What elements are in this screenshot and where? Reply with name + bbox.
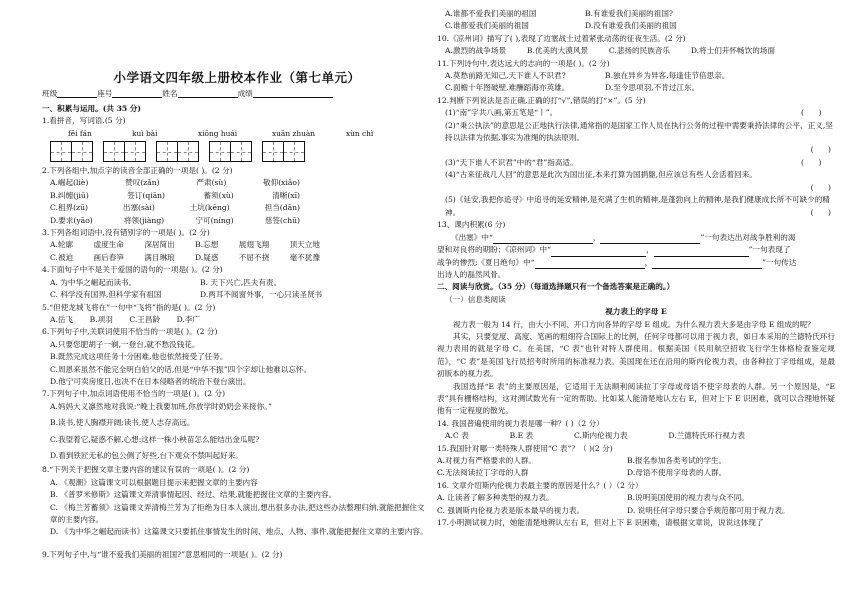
q3-option-row [42, 252, 320, 264]
class-label: 班级 [42, 89, 58, 99]
q12-answer-paren[interactable]: ( ) [810, 145, 831, 155]
q12-statement: (2)“秉公执法”的意思是公正地执行法律,通常指的是国家工作人员在执行公务的过程中需要秉持法律的公平、正义,坚持以法律为依据,事实为准绳的执法原则。 [445, 120, 833, 143]
q13-text: ”一句表现了 [748, 245, 791, 255]
section-2a-heading: （一）信息类阅读 [445, 294, 506, 304]
q2-option-row [42, 190, 300, 202]
q5-option[interactable]: D.李广 [176, 314, 200, 324]
q2-option: 签订(qiān) [127, 190, 166, 200]
q13-line: 《出塞》中“ ， ”一句表达出对战争胜利的渴 [437, 232, 835, 244]
q15-option[interactable]: C.无法阅读拉丁字母的人群 [437, 468, 529, 478]
q10-stem: 10.《凉州词》描写了( ),表现了边塞战士过着紧张动荡的征夜生活。(2 分) [437, 33, 686, 43]
page-title: 小学语文四年级上册校本作业（第七单元） [113, 70, 361, 85]
q13-text: 望和对良将的期盼；《凉州词》中“ [437, 245, 551, 255]
q9-option[interactable]: B.有谁爱我们美丽的祖国? [585, 9, 674, 18]
q1-stem: 1.看拼音，写词语.(5 分) [42, 116, 126, 126]
q13-blank[interactable] [551, 247, 646, 257]
q15-stem: 15.我国针对哪一类特殊人群使用“C 表”？（ )(2 分) [437, 443, 613, 453]
q10-option[interactable]: B.优美的大漠风景 [526, 46, 589, 56]
q5-stem: 5.“但使龙城飞将在”一句中“飞将”指的是( )。(2 分) [42, 302, 216, 312]
q13-line: 出诗人的磊然风骨。 [437, 269, 506, 279]
q10-option[interactable]: A.激烈的战争场景 [445, 46, 507, 56]
q15-option-row [437, 467, 835, 479]
q11-option[interactable]: C.面檐十年图破壁,难酬蹈海亦英雄。 [445, 83, 570, 93]
q12-item [437, 107, 835, 119]
q8-option[interactable]: B. 《普罗米修斯》这篇课文弄清事情起因、经过、结果,就能把握住文章的主要内容。 [50, 490, 337, 500]
q2-stem: 2.下列各组中,加点字的读音全部正确的一项是( )。(2 分) [42, 166, 233, 176]
passage-paragraph: 其实，只要觉度、高度、笔画的粗细符合国际上的比例，任何字母都可以用于视力表，如日本采用的兰德特氏环行视力表用的就是字母 C。在美国，“C 表”也针对特人群使用。根据美国《民用航空招收飞行学生体格检查鉴定规范》，“C 表”是美国飞行员招考时所用的标准视力表。美国现在还在沿用的斯内伦视力表，由各种拉丁字母组成，是最初版本的视力表。 [437, 331, 835, 379]
q2-option-row [42, 177, 300, 189]
q12-item [437, 157, 835, 169]
q4-option[interactable]: C. 科学没有国界,但科学家有祖国 [50, 290, 162, 300]
class-blank[interactable] [57, 88, 97, 98]
q3-option-row [42, 239, 320, 251]
q12-answer-paren[interactable]: ( ) [810, 207, 831, 217]
q7-option[interactable]: C.我望着它,疑惑不解,心想:这样一株小秧苗怎么能结出金瓜呢? [50, 434, 260, 444]
q3-word: 展翅飞翔 [238, 240, 270, 250]
q5-option-row [42, 314, 200, 326]
q7-option[interactable]: B.读书,使人胸襟开阔;读书,使人志存高远。 [50, 418, 195, 428]
q5-option[interactable]: C.王昌龄 [129, 314, 161, 324]
q15-option-row [437, 455, 835, 467]
q10-option[interactable]: D.将士们开怀畅饮的场面 [690, 46, 775, 56]
q9-option[interactable]: A.谁都不爱我们美丽的祖国 [445, 9, 537, 18]
q5-option[interactable]: B.项羽 [89, 314, 113, 324]
q13-blank[interactable] [493, 234, 593, 244]
q2-option-row [42, 215, 300, 227]
q2-option: 慈签(chū) [264, 215, 300, 225]
q14-option-row [437, 430, 745, 442]
q3-option[interactable]: B.忘想 [195, 240, 219, 250]
name-label: 姓名 [162, 89, 178, 99]
q12-stem: 12.判断下列说法是否正确,正确的打“√”,错误的打“×”。(5 分) [437, 95, 646, 105]
q2-option: 赞叹(zǎn) [125, 178, 160, 188]
q13-blank[interactable] [652, 259, 762, 269]
q3-word: 不屈不挠 [238, 252, 270, 262]
q13-text: 《出塞》中“ [451, 232, 493, 242]
q2-option: 担当(dān) [264, 203, 300, 213]
q8-option[interactable]: A. 《观潮》这篇课文可以根据题目提示来把握文章的主要内容 [50, 477, 258, 487]
q2-option: 出塞(sài) [122, 203, 155, 213]
q4-option-row [42, 277, 432, 289]
q16-option[interactable]: D. 说明任何字母只要合乎规范都可用于视力表。 [627, 505, 790, 515]
q15-option[interactable]: A.对视力有严格要求的人群。 [437, 456, 537, 466]
q8-stem: 8.“下列关于把握文章主要内容的建议有误的一项是( )。(2 分) [42, 465, 250, 475]
q2-option-row [42, 202, 300, 214]
section-2-heading: 二、阅读与欣赏。（35 分）（每道选择题只有一个备选答案是正确的。） [437, 282, 675, 292]
q2-option: 清晰(xī) [272, 190, 300, 200]
passage-title: 视力表上的字母 E [605, 307, 667, 317]
q3-option[interactable]: D.疑惑 [195, 252, 219, 262]
q12-statement: (3)“天下谁人不识君”中的“君”指高适。 [445, 157, 578, 167]
score-label: 成绩 [237, 89, 253, 99]
q4-option[interactable]: A. 为中华之崛起而读书。 [50, 277, 137, 287]
q4-option-row [42, 289, 432, 301]
q3-option[interactable]: C.被迫 [50, 252, 74, 262]
q9-stem: 9.下列句子中,与“谁不爱我们美丽的祖国?”意思相同的一项是( )。(2 分) [42, 549, 283, 559]
q3-word: 画后春笋 [93, 252, 124, 262]
q3-word: 满目琳琅 [144, 252, 175, 262]
q10-option[interactable]: C.悲扬的民族音乐 [608, 46, 670, 56]
q12-item [437, 169, 835, 181]
q1-pinyin: xùn chì [346, 128, 374, 138]
q8-option[interactable]: D. 《为中华之崛起而读书》这篇课文只要抓住事情发生的时间、地点、人物、事件,就能把握住文章的主要内容。 [50, 527, 428, 537]
q12-answer-paren[interactable]: ( ) [801, 157, 822, 167]
q2-option[interactable]: B.纠缠(jiū) [50, 190, 89, 200]
q1-pinyin: kuì bài [132, 128, 158, 138]
q13-text: ”一句表达出对战争胜利的渴 [700, 232, 796, 242]
q2-option: 土坑(kēng) [189, 203, 230, 213]
q9-option[interactable]: C.谁都爱我们美丽的祖国 [445, 21, 529, 31]
q9-option-row [437, 20, 835, 32]
q6-option[interactable]: A.只要您肥胡子一剃,一登台,就不愁没钱花。 [50, 339, 200, 349]
q14-option[interactable]: D.兰德特氏环行视力表 [668, 431, 745, 441]
q15-option[interactable]: D.母语不使用字母表的人群。 [627, 468, 727, 478]
q11-option-row [437, 70, 835, 82]
q16-stem: 16. 文章介绍斯内伦视力表最主要的原因是什么？( ）（2 分） [437, 480, 643, 490]
q13-line: 望和对良将的期盼；《凉州词》中“ ， ”一句表现了 [437, 244, 835, 256]
q13-text: ”一句传达 [762, 257, 797, 267]
q1-answer-box[interactable] [103, 141, 146, 162]
q1-writing-grid [42, 141, 432, 162]
q2-option: 敬仰(xiǎo) [263, 178, 300, 188]
q1-pinyin: xiōng huái [198, 128, 238, 138]
q11-option-row [437, 82, 835, 94]
q1-pinyin-row [42, 128, 432, 140]
q16-option-row [437, 505, 835, 517]
q14-option[interactable]: B.E 表 [509, 431, 534, 441]
q12-statement: (5)《延安,我把你追寻》中追寻的延安精神,是充满了生机的精神,是蓬勃向上的精神,是我们健康成长所不可缺少的精神。 [445, 195, 830, 217]
student-info [42, 88, 432, 100]
q9-option[interactable]: D.没有谁爱我们美丽的祖国 [585, 21, 677, 31]
q11-option[interactable]: B.独在异乡为异客,每逢佳节倍思亲。 [605, 71, 730, 81]
name-blank[interactable] [178, 88, 238, 98]
score-blank[interactable] [253, 88, 333, 98]
q4-stem: 4.下面句子中不是关于爱国的语句的一项是( )。(2 分) [42, 265, 223, 275]
right-column [437, 8, 835, 529]
q1-answer-box[interactable] [209, 141, 252, 162]
q13-text: 战争的惨烈;《夏日绝句》中“ [437, 257, 535, 267]
q14-option[interactable]: C.斯内伦视力表 [574, 431, 628, 441]
seat-label: 座号 [97, 89, 113, 99]
q2-option: 严肃(sù) [196, 178, 227, 188]
q3-word: 毫不犹豫 [289, 252, 320, 262]
q7-stem: 7.下列句子中,加点词语使用不恰当的一项是( )。(2 分) [42, 389, 226, 399]
q3-option[interactable]: A.轮廓 [50, 240, 74, 250]
q1-answer-box[interactable] [50, 141, 93, 162]
q7-option[interactable]: A.妈妈大义凛然地对我说:“晚上我要加班,你放学时奶奶会来接你。” [50, 401, 272, 411]
q4-option[interactable]: B. 天下兴亡,匹夫有责。 [200, 277, 282, 287]
q1-answer-box[interactable] [262, 141, 305, 162]
q1-answer-box[interactable] [156, 141, 199, 162]
q12-item [437, 120, 835, 145]
q12-answer-paren[interactable]: ( ) [801, 108, 822, 118]
q7-option[interactable]: D.看到铁匠无私的包公侧了好些,台下观众不禁叫起好来。 [50, 450, 243, 460]
q16-option[interactable]: C. 强调斯内伦视力表是版本最早的视力表。 [437, 505, 585, 515]
q2-option[interactable]: A.崛起(liè) [50, 178, 89, 188]
q13-stem: 13、课内积累(6 分) [437, 220, 506, 230]
q11-option[interactable]: A.莫愁前路无知己,天下谁人不识君? [445, 71, 566, 81]
q13-blank[interactable] [600, 234, 700, 244]
q16-option[interactable]: A. 让读者了解多种类型的视力表。 [437, 493, 554, 503]
q11-stem: 11.下列诗句中,表达远大的志向的一项是( )。(2 分) [437, 58, 610, 68]
q3-stem: 3.下列各组词语中,没有错别字的一项是( )。(2 分) [42, 228, 210, 238]
q2-option: 蓄须(xù) [203, 190, 234, 200]
q2-option: 宁可(níng) [195, 215, 234, 225]
q10-option-row [437, 45, 775, 57]
q2-option[interactable]: D.要求(yāo) [50, 215, 93, 225]
q1-pinyin: xuān zhuàn [272, 128, 316, 138]
q3-word: 深居简出 [144, 240, 175, 250]
q4-option[interactable]: D.两耳不闻窗外事，一心只读圣贤书 [200, 290, 323, 300]
q1-pinyin: fēi fán [68, 128, 92, 138]
q12-statement: (4)“古来征战几人回”的意思是此次为国出征,本来打算为国捐躯,但应该总有些人会活着回来。 [445, 170, 757, 180]
q13-line: 战争的惨烈;《夏日绝句》中“ ， ”一句传达 [437, 257, 835, 269]
q8-option[interactable]: C. 《梅兰芳蓄须》这篇课文弄清梅兰芳为了拒绝为日本人演出,想出很多办法,把这些办法整理归纳,就能把握住文章的主要内容。 [50, 502, 425, 524]
q13-blank[interactable] [535, 259, 645, 269]
left-column [42, 0, 432, 561]
q5-option[interactable]: A.岳飞 [50, 314, 74, 324]
q13-blank[interactable] [654, 247, 749, 257]
q3-word: 虚度生命 [93, 240, 124, 250]
q14-stem: 14. 我国普遍使用的视力表是哪一种？( )（2 分） [437, 418, 604, 428]
passage-paragraph: 我国选择“E 表”的主要原因是，它适用于无法顺利阅读拉丁字母或母语不使字母表的人群。另一个原因是，“E 表”具有栅格结构，这对测试数光有一定的帮助。比如某人能清楚地认左右 E，但对上下 E 识困难，就可以合理地怀疑他有一定程度的散光。 [437, 381, 835, 416]
q14-option[interactable]: A.C 表 [445, 431, 469, 441]
q15-option[interactable]: B.报名参加各类考试的学生。 [627, 456, 727, 466]
q9-option-row [437, 8, 835, 20]
q2-option: 将领(jiàng) [123, 215, 165, 225]
q6-stem: 6.下列句子中,关联词使用不恰当的一项是( )。(2 分) [42, 327, 218, 337]
q12-answer-paren[interactable]: ( ) [810, 182, 831, 192]
q6-option[interactable]: D.他宁可卖房度日,也决不在日本侵略者的统治下登台演出。 [50, 376, 251, 386]
q12-statement: (1)“南”字共八画,第五笔是“丨”。 [445, 108, 558, 118]
q16-option[interactable]: B.说明美国使用的视力表与众不同。 [627, 493, 749, 503]
seat-blank[interactable] [112, 88, 162, 98]
q6-option[interactable]: C.周恩来虽然不能完全明白伯父的话,但是“中华不振”四个字却让他难以忘怀。 [50, 364, 312, 374]
q17-stem: 17.小明测试视力时，她能清楚地辨认左右 E，但对上下 E 识困难，请根据文章说，说说这体现了 [437, 518, 764, 528]
q6-option[interactable]: B.既然完成这项任务十分困难,他也依然接受了任务。 [50, 352, 228, 362]
section-1-heading: 一、积累与运用。(共 35 分) [42, 103, 141, 113]
q11-option[interactable]: D.至今思项羽,不肯过江东。 [605, 83, 700, 93]
passage-paragraph: 视力表一般为 14 行，由大小不同、开口方向各异的字母 E 组成。为什么视力表大多是由字母 E 组成的呢？ [453, 319, 815, 329]
q2-option[interactable]: C.租界(zū) [50, 203, 88, 213]
q16-option-row [437, 492, 835, 504]
q3-word: 顶天立地 [289, 240, 320, 250]
